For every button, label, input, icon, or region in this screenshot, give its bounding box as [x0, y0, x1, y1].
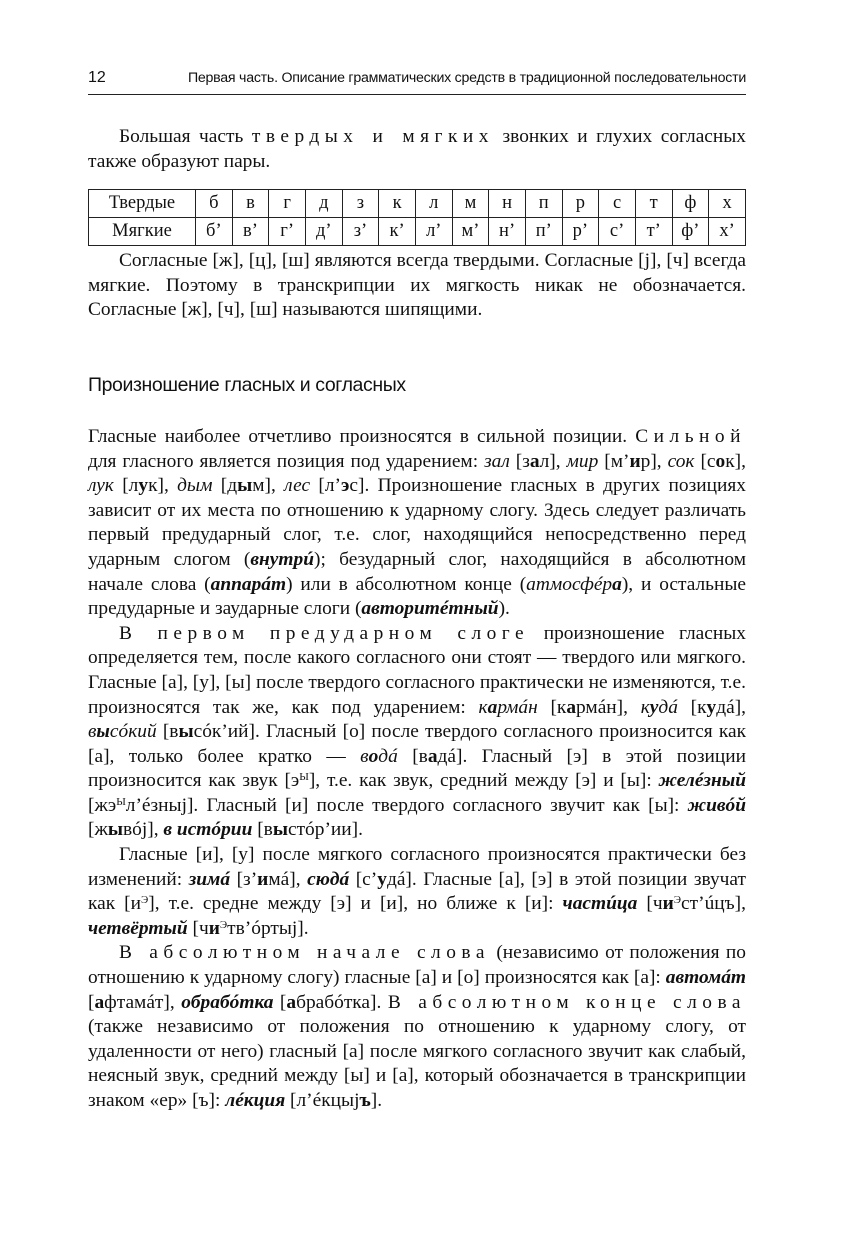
row-header-hard: Твердые — [89, 190, 196, 218]
section-heading: Произношение гласных и согласных — [88, 373, 406, 396]
table-cell: г’ — [269, 218, 306, 246]
running-header — [88, 64, 746, 95]
table-cell: к’ — [379, 218, 416, 246]
table-cell: л’ — [415, 218, 452, 246]
table-cell: х’ — [709, 218, 746, 246]
paragraph-after-soft-consonant: Гласные [и], [у] после мягкого согласного произносятся практически без изменений: зимá [з’имá], сюдá [с’удá]. Гласные [а], [э] в этой позиции звучат как $[и^Э]$, т.е. средне между [э] и [и], но ближе к [и]: частúца $[чи^Эст’úцъ]$, четвёртый $[чи^Этв’óртыj]$. — [88, 844, 747, 939]
table-cell: ф — [672, 190, 709, 218]
table-cell: б — [196, 190, 233, 218]
table-cell: т — [635, 190, 672, 218]
table-cell: п — [525, 190, 562, 218]
table-cell: с — [599, 190, 636, 218]
table-cell: т’ — [635, 218, 672, 246]
table-cell: д’ — [305, 218, 342, 246]
table-cell: з’ — [342, 218, 379, 246]
table-cell: п’ — [525, 218, 562, 246]
table-row-soft — [89, 218, 746, 246]
paragraph-strong-position: Гласные наиболее отчетливо произносятся в сильной позиции. Сильной для гласного является позиция под ударением: зал [зал], мир [м’ир], сок [сок], лук [лук], дым [дым], лес [л’эс]. Произношение гласных в других позициях зависит от их места по отношению к ударному слогу. Здесь следует различать первый предударный слог, т.е. слог, находящийся непосредственно перед ударным слогом (внутрú); безударный слог, находящийся в абсолютном начале слова (аппарáт) или в абсолютном конце (атмосфéра), и остальные предударные и заударные слоги (авторитéтный). — [88, 425, 747, 620]
table-cell: з — [342, 190, 379, 218]
table-cell: м’ — [452, 218, 489, 246]
table-cell: р’ — [562, 218, 599, 246]
table-cell: д — [305, 190, 342, 218]
table-cell: н — [489, 190, 526, 218]
paragraph-first-pretonic: В первом предударном слоге произношение гласных определяется тем, после какого согласного они стоят — твердого или мягкого. Гласные [а], [у], [ы] после твердого согласного практически не изменяются, т.е. произносятся так же, как под ударением: кармáн [кармáн], кудá [кудá], высóкий [высóк’ий]. Гласный [о] после твердого согласного произносится как [а], только более кратко — водá [вадá]. Гласный [э] в этой позиции произносится как звук $[э^Ы]$, т.е. как звук, средний между [э] и [ы]: желéзный $[жэ^Ыл’éзныj]$. Гласный [и] после твердого согласного звучит как [ы]: живóй [жывój], в истóрии [выстóр’ии]. — [88, 622, 747, 841]
paragraph-pairs-intro: Большая часть твердых и мягких звонких и глухих согласных также образуют пары. — [88, 126, 747, 172]
table-cell: г — [269, 190, 306, 218]
table-cell: м — [452, 190, 489, 218]
page-number: 12 — [88, 69, 106, 86]
row-header-soft: Мягкие — [89, 218, 196, 246]
table-cell: в’ — [232, 218, 269, 246]
consonant-pairs-table — [88, 189, 746, 246]
table-cell: л — [415, 190, 452, 218]
table-cell: с’ — [599, 218, 636, 246]
table-cell: б’ — [196, 218, 233, 246]
table-cell: ф’ — [672, 218, 709, 246]
paragraph-hissing-consonants: Согласные [ж], [ц], [ш] являются всегда твердыми. Согласные [j], [ч] всегда мягкие. Поэтому в транскрипции их мягкость никак не обозначается. Согласные [ж], [ч], [ш] называются шипящими. — [88, 250, 746, 321]
table-cell: в — [232, 190, 269, 218]
paragraph-word-start-end: В абсолютном начале слова (независимо от положения по отношению к ударному слогу) гласные [а] и [о] произносятся как [а]: автомáт [афтамáт], обрабóтка [абрабóтка]. В абсолютном конце слова (также независимо от положения по отношению к ударному слогу, от удаленности от него) гласный [а] после мягкого согласного звучит как слабый, неясный звук, средний между [ы] и [а], который обозначается в транскрипции знаком «ер» [ъ]: лéкция [л’éкцыjъ]. — [88, 942, 747, 1111]
table-cell: р — [562, 190, 599, 218]
book-page — [88, 64, 746, 1114]
table-cell: к — [379, 190, 416, 218]
table-row-hard — [89, 190, 746, 218]
running-title: Первая часть. Описание грамматических средств в традиционной последовательности — [187, 70, 746, 86]
table-cell: х — [709, 190, 746, 218]
table-cell: н’ — [489, 218, 526, 246]
